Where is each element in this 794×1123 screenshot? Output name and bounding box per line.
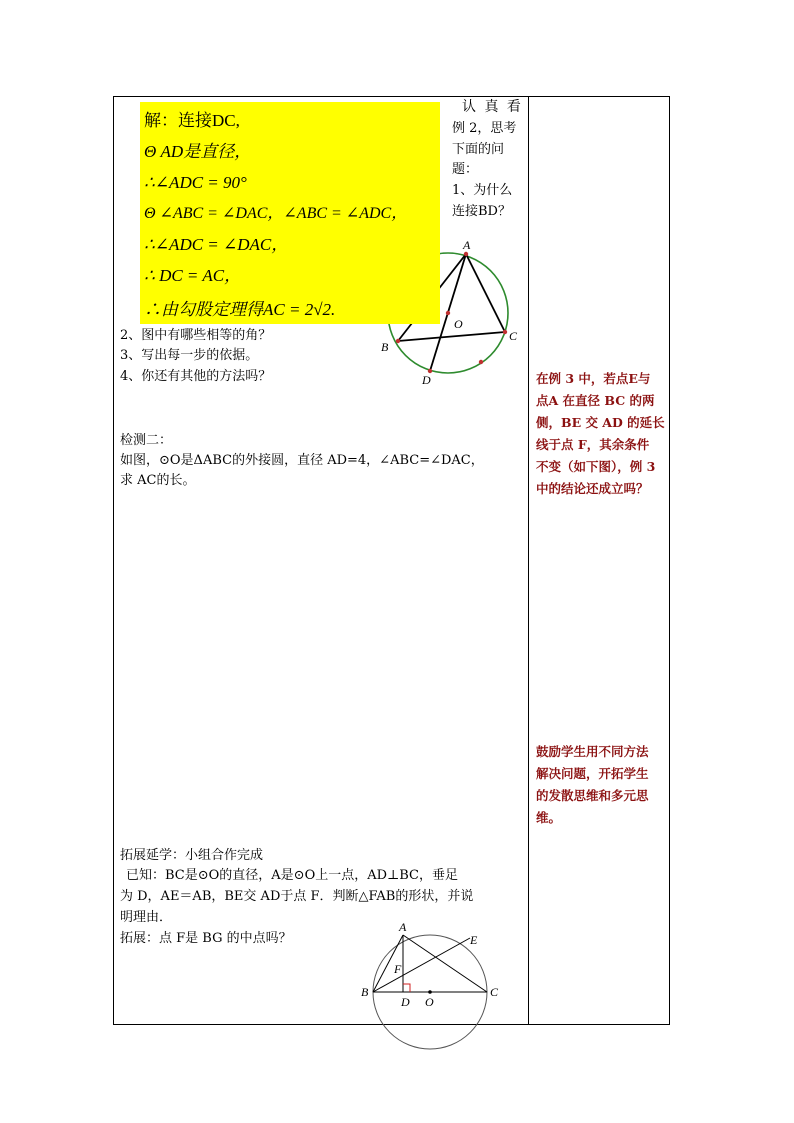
solution-line-7: ∴由勾股定理得AC = 2√2. (144, 300, 336, 319)
solution-line-6: ∴ DC = AC， (144, 266, 242, 285)
tip-line-6: 连接BD？ (452, 204, 511, 219)
label-d: D (401, 995, 410, 1009)
note1-line-1: 在例 3 中，若点E与 (536, 371, 651, 386)
tip-line-4: 题： (452, 162, 479, 177)
check2-line-2: 求 AC的长。 (120, 473, 196, 488)
solution-line-5: ∴∠ADC = ∠DAC， (144, 235, 289, 254)
note1-line-5: 不变（如下图），例 3 (536, 459, 656, 474)
extension-line-3: 明理由． (120, 910, 173, 925)
solution-line-3: ∴∠ADC = 90° (144, 173, 247, 192)
tip-line-5: 1、为什么 (452, 183, 513, 198)
check2-heading: 检测二： (120, 433, 173, 448)
label-a: A (399, 920, 407, 934)
note2-line-1: 鼓励学生用不同方法 (536, 744, 649, 759)
right-angle-mark (403, 984, 410, 992)
label-d: D (422, 373, 431, 387)
label-e: E (470, 933, 478, 947)
note2-line-4: 维。 (536, 810, 562, 825)
extension-question: 拓展：点 F是 BG 的中点吗？ (120, 931, 292, 946)
tip-line-2: 例 2，思考 (452, 121, 517, 136)
label-o: O (454, 317, 463, 331)
note2-line-3: 的发散思维和多元思 (536, 788, 649, 803)
label-a: A (463, 238, 471, 252)
label-o: O (425, 995, 434, 1009)
extension-heading: 拓展延学：小组合作完成 (120, 848, 264, 863)
extension-line-1: 已知：BC是⊙O的直径，A是⊙O上一点，AD⊥BC，垂足 (126, 868, 459, 883)
question-2: 2、图中有哪些相等的角？ (120, 328, 272, 343)
note2-line-2: 解决问题，开拓学生 (536, 766, 649, 781)
question-4: 4、你还有其他的方法吗？ (120, 369, 272, 384)
extension-line-2: 为 D，AE＝AB，BE交 AD于点 F．判断△FAB的形状，并说 (120, 889, 474, 904)
tip-line-1: 认 真 看 (462, 99, 523, 115)
note1-line-3: 侧，BE 交 AD 的延长 (536, 415, 665, 430)
label-b: B (381, 340, 389, 354)
question-3: 3、写出每一步的依据。 (120, 348, 259, 363)
note1-line-2: 点A 在直径 BC 的两 (536, 393, 655, 408)
solution-line-1: 解：连接DC, (144, 111, 240, 130)
tip-line-3: 下面的问 (452, 142, 505, 157)
check2-line-1: 如图，⊙O是ΔABC的外接圆，直径 AD=4，∠ABC=∠DAC， (120, 453, 484, 468)
solution-line-2: Θ AD是直径， (144, 142, 252, 161)
solution-line-4: Θ ∠ABC = ∠DAC，∠ABC = ∠ADC， (144, 205, 408, 222)
note1-line-4: 线于点 F，其余条件 (536, 437, 650, 452)
label-c: C (509, 329, 518, 343)
label-f: F (394, 962, 402, 976)
label-c: C (490, 985, 499, 999)
note1-line-6: 中的结论还成立吗？ (536, 481, 649, 496)
label-b: B (361, 985, 369, 999)
point-o (428, 990, 432, 994)
